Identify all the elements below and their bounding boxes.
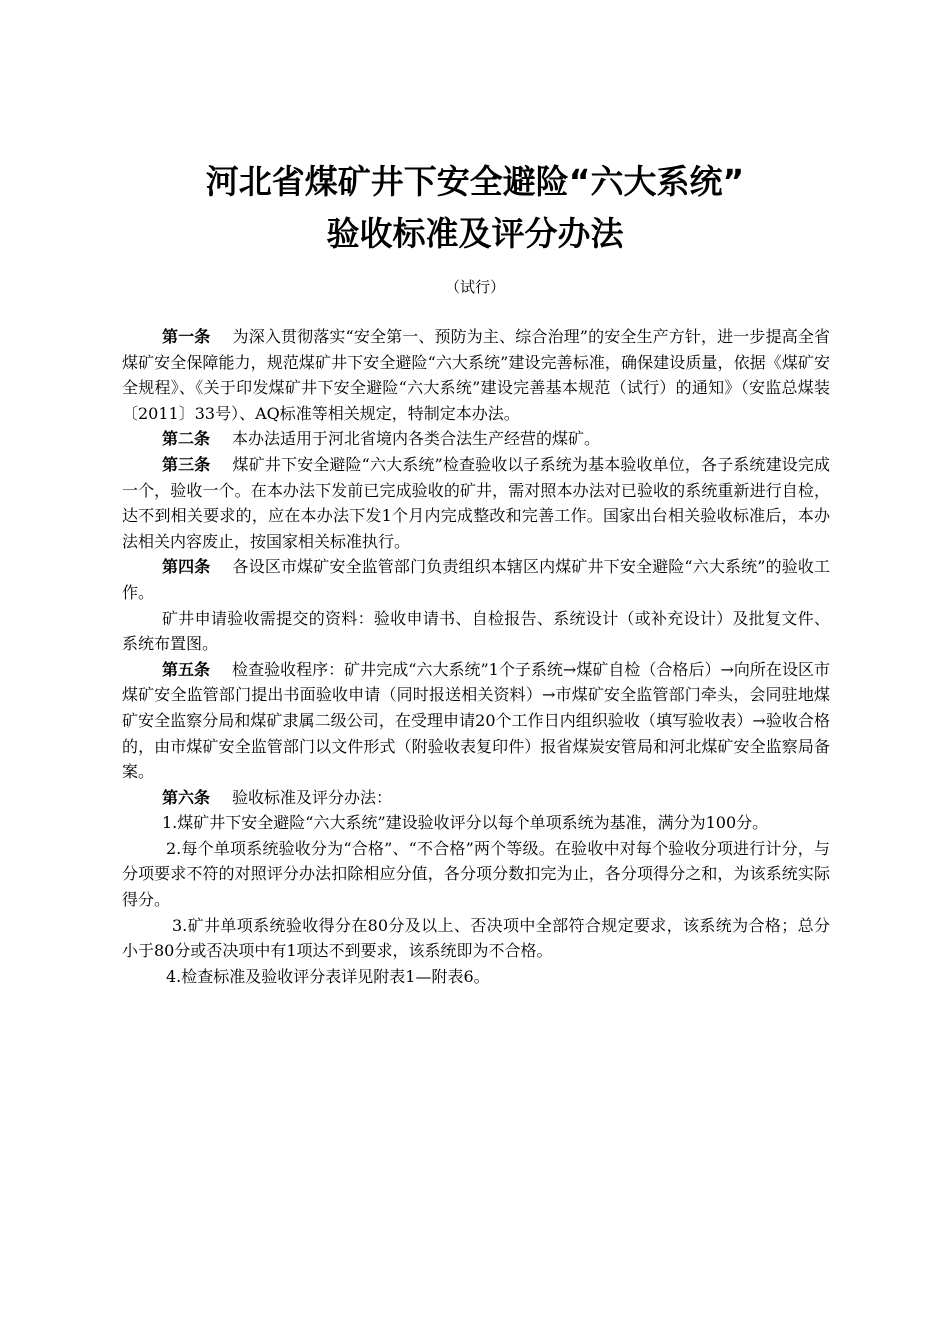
title-line-1: 河北省煤矿井下安全避险“六大系统” bbox=[205, 162, 745, 201]
article-4-text: 各设区市煤矿安全监管部门负责组织本辖区内煤矿井下安全避险“六大系统”的验收工作。 bbox=[122, 557, 830, 602]
article-2-lead: 第二条 bbox=[162, 429, 211, 449]
article-6-text: 验收标准及评分办法： bbox=[232, 787, 393, 807]
article-3-text: 煤矿井下安全避险“六大系统”检查验收以子系统为基本验收单位，各子系统建设完成一个，验收一个。在本办法下发前已完成验收的矿井，需对照本办法对已验收的系统重新进行自检，达不到相关要求的，应在本办法下发1个月内完成整改和完善工作。国家出台相关验收标准后，本办法相关内容废止，按国家相关标准执行。 bbox=[122, 454, 830, 551]
article-5-text: 检查验收程序：矿井完成“六大系统”1个子系统→煤矿自检（合格后）→向所在设区市煤矿安全监管部门提出书面验收申请（同时报送相关资料）→市煤矿安全监管部门牵头，会同驻地煤矿安全监察分局和煤矿隶属二级公司，在受理申请20个工作日内组织验收（填写验收表）→验收合格的，由市煤矿安全监管部门以文件形式（附验收表复印件）报省煤炭安管局和河北煤矿安全监察局备案。 bbox=[122, 659, 830, 782]
title-line-2: 验收标准及评分办法 bbox=[326, 214, 624, 253]
article-2-text: 本办法适用于河北省境内各类合法生产经营的煤矿。 bbox=[232, 429, 601, 449]
article-6-lead: 第六条 bbox=[162, 787, 211, 807]
article-6 bbox=[122, 785, 830, 811]
article-2 bbox=[122, 426, 830, 452]
article-5-lead: 第五条 bbox=[162, 659, 211, 679]
article-1-lead: 第一条 bbox=[162, 327, 211, 346]
document-body bbox=[122, 324, 830, 989]
item-3: 3.矿井单项系统验收得分在80分及以上、否决项中全部符合规定要求，该系统为合格；总分小于80分或否决项中有1项达不到要求，该系统即为不合格。 bbox=[122, 915, 830, 961]
article-5 bbox=[122, 657, 830, 785]
item-1: 1.煤矿井下安全避险“六大系统”建设验收评分以每个单项系统为基准，满分为100分。 bbox=[162, 813, 769, 833]
article-4-note: 矿井申请验收需提交的资料：验收申请书、自检报告、系统设计（或补充设计）及批复文件、系统布置图。 bbox=[122, 608, 830, 654]
item-2: 2.每个单项系统验收分为“合格”、“不合格”两个等级。在验收中对每个验收分项进行计分，与分项要求不符的对照评分办法扣除相应分值，各分项分数扣完为止，各分项得分之和，为该系统实际得分。 bbox=[122, 838, 830, 910]
article-1-text: 为深入贯彻落实“安全第一、预防为主、综合治理”的安全生产方针，进一步提高全省煤矿安全保障能力，规范煤矿井下安全避险“六大系统”建设完善标准，确保建设质量，依据《煤矿安全规程》、《关于印发煤矿井下安全避险“六大系统”建设完善基本规范（试行）的通知》（安监总煤装〔2011〕33号）、AQ标准等相关规定，特制定本办法。 bbox=[122, 327, 830, 423]
subtitle: （试行） bbox=[444, 278, 505, 296]
item-4: 4.检查标准及验收评分表详见附表1—附表6。 bbox=[166, 966, 490, 986]
article-1 bbox=[122, 324, 830, 426]
article-4 bbox=[122, 554, 830, 605]
article-4-lead: 第四条 bbox=[162, 557, 211, 577]
article-3 bbox=[122, 452, 830, 554]
article-3-lead: 第三条 bbox=[162, 454, 211, 474]
